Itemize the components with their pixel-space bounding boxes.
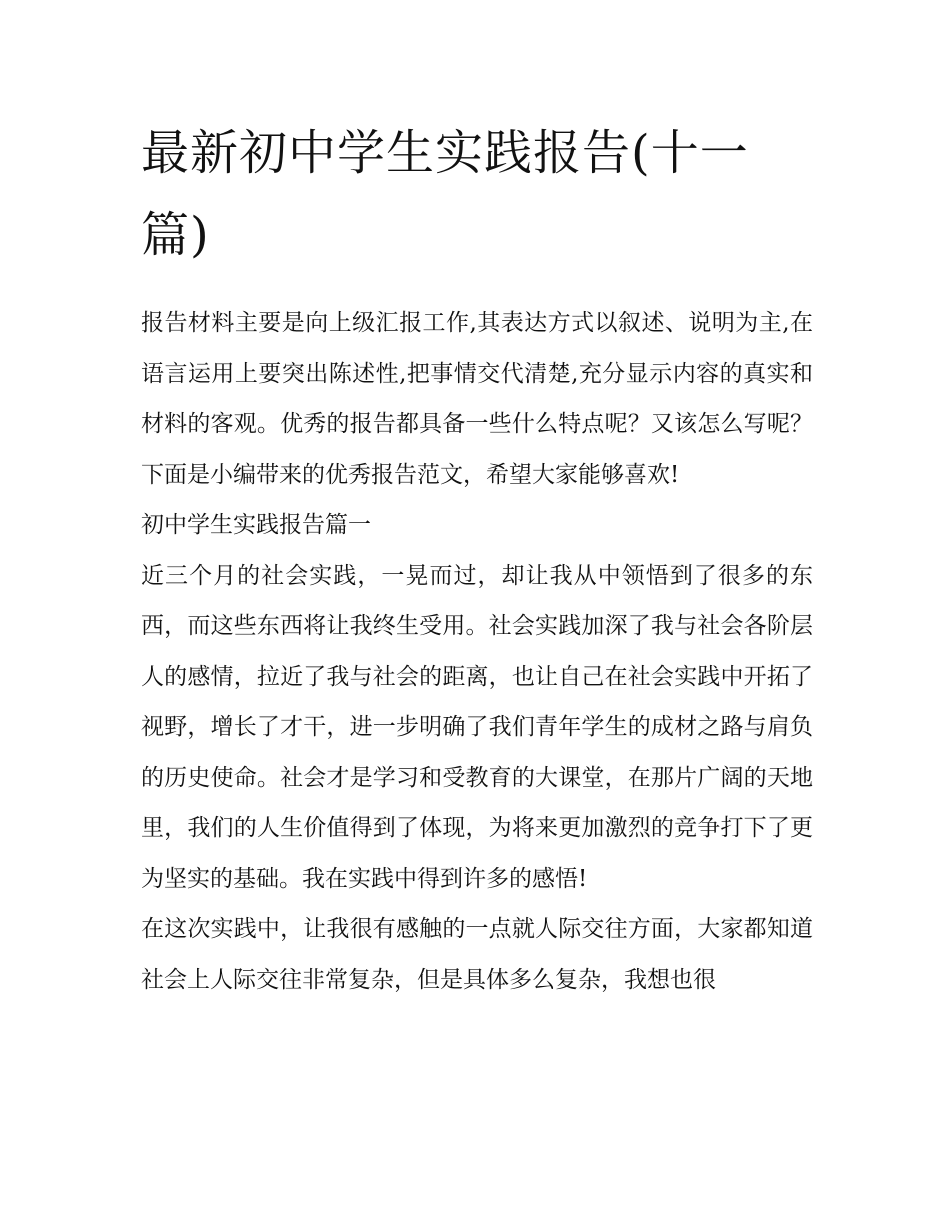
body-paragraph-2: 在这次实践中，让我很有感触的一点就人际交往方面，大家都知道社会上人际交往非常复杂，但是具体多么复杂，我想也很 — [141, 916, 813, 993]
document-title: 最新初中学生实践报告(十一篇) — [141, 125, 749, 263]
body-paragraph-1: 近三个月的社会实践，一晃而过，却让我从中领悟到了很多的东西，而这些东西将让我终生受用。社会实践加深了我与社会各阶层人的感情，拉近了我与社会的距离，也让自己在社会实践中开拓了视野，增长了才干，进一步明确了我们青年学生的成材之路与肩负的历史使命。社会才是学习和受教育的大课堂，在那片广阔的天地里，我们的人生价值得到了体现，为将来更加激烈的竞争打下了更为坚实的基础。我在实践中得到许多的感悟! — [141, 562, 813, 892]
document-page — [141, 112, 813, 1005]
intro-paragraph: 报告材料主要是向上级汇报工作,其表达方式以叙述、说明为主,在语言运用上要突出陈述性,把事情交代清楚,充分显示内容的真实和材料的客观。优秀的报告都具备一些什么特点呢？又该怎么写呢？下面是小编带来的优秀报告范文，希望大家能够喜欢! — [141, 310, 813, 488]
section-heading: 初中学生实践报告篇一 — [141, 512, 371, 538]
